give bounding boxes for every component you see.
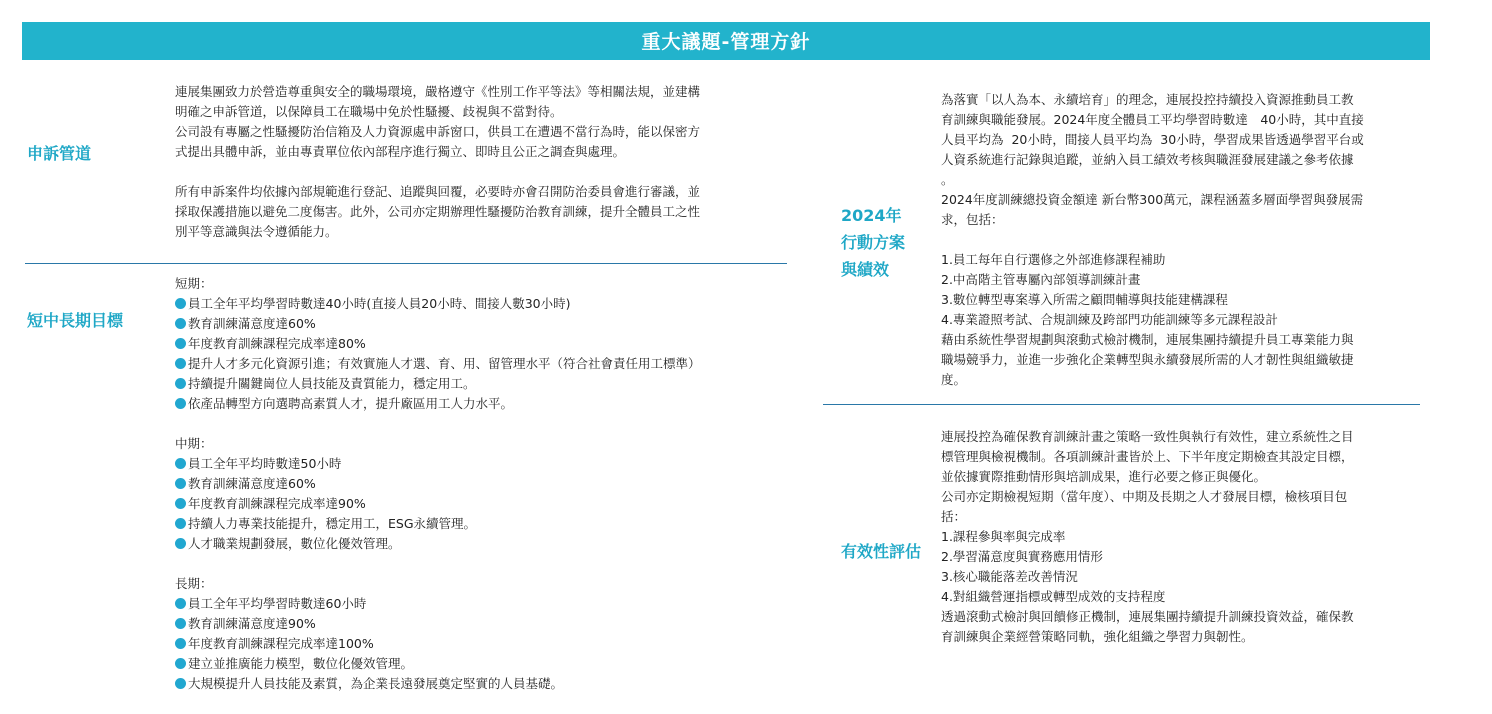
bullet-icon bbox=[175, 358, 186, 369]
plan-label: 2024年 行動方案 與績效 bbox=[841, 206, 906, 279]
goal-item-text: 年度教育訓練課程完成率達90% bbox=[188, 496, 366, 511]
goal-item-text: 年度教育訓練課程完成率達80% bbox=[188, 336, 366, 351]
goal-item-text: 提升人才多元化資源引進；有效實施人才選、育、用、留管理水平（符合社會責任用工標準） bbox=[188, 356, 701, 371]
bullet-icon bbox=[175, 498, 186, 509]
bullet-icon bbox=[175, 478, 186, 489]
goal-item-text: 員工全年平均學習時數達40小時(直接人員20小時、間接人數30小時) bbox=[188, 296, 571, 311]
goals-list bbox=[175, 274, 795, 714]
bullet-icon bbox=[175, 318, 186, 329]
bullet-icon bbox=[175, 658, 186, 669]
goal-item bbox=[175, 314, 795, 334]
bullet-icon bbox=[175, 618, 186, 629]
goal-item bbox=[175, 374, 795, 394]
goal-item-text: 人才職業規劃發展，數位化優效管理。 bbox=[188, 536, 401, 551]
goal-item bbox=[175, 494, 795, 514]
goal-item-text: 持續人力專業技能提升，穩定用工，ESG永續管理。 bbox=[188, 516, 477, 531]
bullet-icon bbox=[175, 598, 186, 609]
goal-group-title: 中期： bbox=[175, 436, 213, 451]
goal-item-text: 年度教育訓練課程完成率達100% bbox=[188, 636, 374, 651]
goal-item-text: 教育訓練滿意度達60% bbox=[188, 316, 316, 331]
goal-group-title: 短期： bbox=[175, 276, 213, 291]
bullet-icon bbox=[175, 298, 186, 309]
goal-group bbox=[175, 274, 795, 414]
goal-item-text: 建立並推廣能力模型，數位化優效管理。 bbox=[188, 656, 414, 671]
goal-item-text: 員工全年平均時數達50小時 bbox=[188, 456, 342, 471]
grievance-text: 連展集團致力於營造尊重與安全的職場環境，嚴格遵守《性別工作平等法》等相關法規，並建構 明確之申訴管道，以保障員工在職場中免於性騷擾、歧視與不當對待。 公司設有專屬之性騷擾防治信箱及人力資源處申訴窗口，供員工在遭遇不當行為時，能以保密方 式提出具體申訴，並由專責單位依內部程序進行獨立、即時且公正之調查與處理。 所有申訴案件均依據內部規範進行登記、追蹤與回覆，必要時亦會召開防治委員會進行審議，並 採取保護措施以避免二度傷害。此外，公司亦定期辦理性騷擾防治教育訓練，提升全體員工之性 別平等意識與法令遵循能力。 bbox=[175, 84, 701, 239]
bullet-icon bbox=[175, 338, 186, 349]
bullet-icon bbox=[175, 518, 186, 529]
goal-item bbox=[175, 334, 795, 354]
bullet-icon bbox=[175, 398, 186, 409]
goal-item bbox=[175, 294, 795, 314]
evaluation-text: 連展投控為確保教育訓練計畫之策略一致性與執行有效性，建立系統性之目 標管理與檢視機制。各項訓練計畫皆於上、下半年度定期檢查其設定目標， 並依據實際推動情形與培訓成果，進行必要之修正與優化。 公司亦定期檢視短期（當年度）、中期及長期之人才發展目標，檢核項目包 括： 1.課程參與率與完成率 2.學習滿意度與實務應用情形 3.核心職能落差改善情況 4.對組織營運指標或轉型成效的支持程度 透過滾動式檢討與回饋修正機制，連展集團持續提升訓練投資效益，確保教 育訓練與企業經營策略同軌，強化組織之學習力與韌性。 bbox=[941, 429, 1354, 644]
goal-item-text: 持續提升關鍵崗位人員技能及責質能力，穩定用工。 bbox=[188, 376, 476, 391]
goal-item bbox=[175, 634, 795, 654]
goal-item bbox=[175, 394, 795, 414]
goal-item bbox=[175, 594, 795, 614]
bullet-icon bbox=[175, 678, 186, 689]
goal-item bbox=[175, 614, 795, 634]
goal-group bbox=[175, 434, 795, 554]
divider bbox=[823, 404, 1420, 405]
goal-group bbox=[175, 574, 795, 694]
goal-item bbox=[175, 514, 795, 534]
goal-item-text: 教育訓練滿意度達60% bbox=[188, 476, 316, 491]
goal-item-text: 教育訓練滿意度達90% bbox=[188, 616, 316, 631]
bullet-icon bbox=[175, 638, 186, 649]
bullet-icon bbox=[175, 538, 186, 549]
grievance-label: 申訴管道 bbox=[27, 144, 92, 163]
divider bbox=[25, 263, 787, 264]
goal-group-title: 長期： bbox=[175, 576, 213, 591]
evaluation-label: 有效性評估 bbox=[841, 542, 922, 561]
bullet-icon bbox=[175, 458, 186, 469]
goal-item bbox=[175, 474, 795, 494]
goal-item-text: 依產品轉型方向選聘高素質人才，提升廠區用工人力水平。 bbox=[188, 396, 514, 411]
goal-item bbox=[175, 454, 795, 474]
goal-item-text: 大規模提升人員技能及素質，為企業長遠發展奠定堅實的人員基礎。 bbox=[188, 676, 564, 691]
goal-item bbox=[175, 674, 795, 694]
goal-item bbox=[175, 654, 795, 674]
bullet-icon bbox=[175, 378, 186, 389]
goal-item bbox=[175, 534, 795, 554]
plan-text: 為落實「以人為本、永續培育」的理念，連展投控持續投入資源推動員工教 育訓練與職能發展。2024年度全體員工平均學習時數達 40小時，其中直接 人員平均為 20小時，間接人員平均為 30小時，學習成果皆透過學習平台或 人資系統進行記錄與追蹤，並納入員工績效考核與職涯發展建議之參考依據 。 2024年度訓練總投資金額達 新台幣300萬元，課程涵蓋多層面學習與發展需 求，包括： 1.員工每年自行選修之外部進修課程補助 2.中高階主管專屬內部領導訓練計畫 3.數位轉型專案導入所需之顧問輔導與技能建構課程 4.專業證照考試、合規訓練及跨部門功能訓練等多元課程設計 藉由系統性學習規劃與滾動式檢討機制，連展集團持續提升員工專業能力與 職場競爭力，並進一步強化企業轉型與永續發展所需的人才韌性與組織敏捷 度。 bbox=[941, 92, 1364, 387]
goal-item-text: 員工全年平均學習時數達60小時 bbox=[188, 596, 367, 611]
goals-label: 短中長期目標 bbox=[27, 311, 124, 330]
page-title: 重大議題-管理方針 bbox=[22, 22, 1430, 60]
goal-item bbox=[175, 354, 795, 374]
